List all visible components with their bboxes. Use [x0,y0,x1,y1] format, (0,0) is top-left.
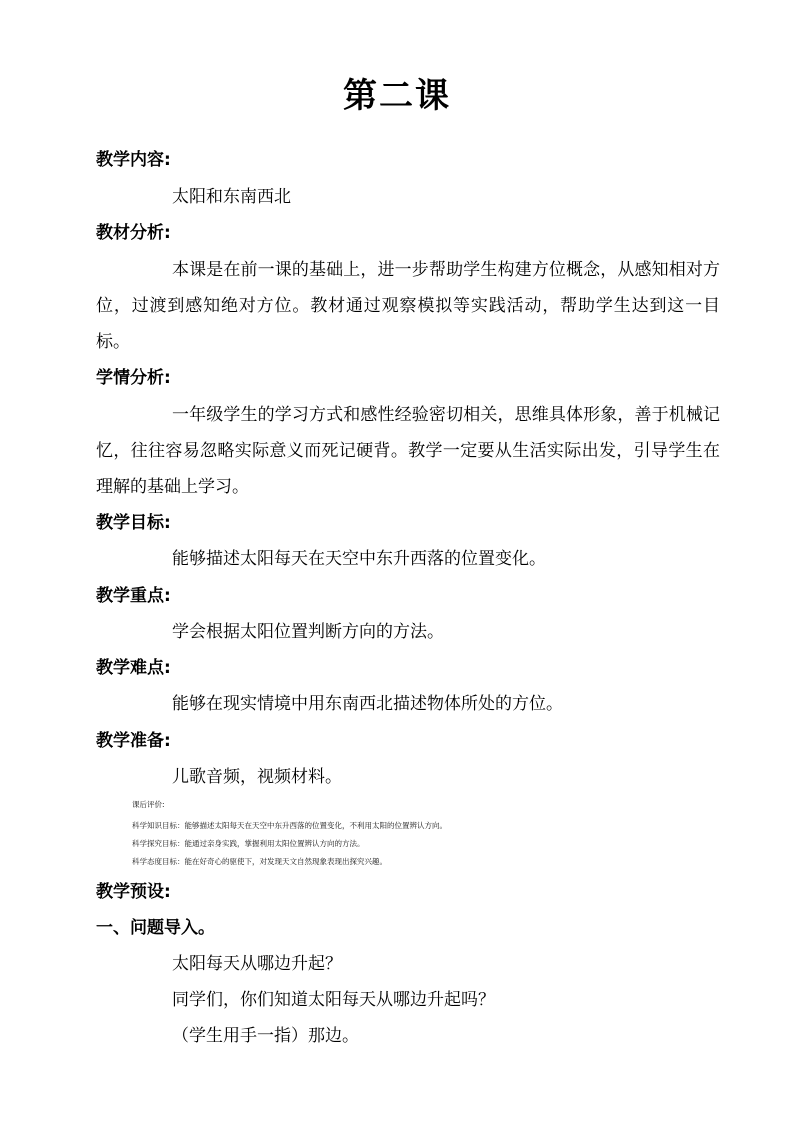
evaluation-item: 科学知识目标：能够描述太阳每天在天空中东升西落的位置变化，不利用太阳的位置辨认方向。 [132,821,447,830]
heading-goal: 教学目标: [96,513,171,533]
design-line: （学生用手一指）那边。 [172,1026,359,1046]
design-line: 太阳每天从哪边升起？ [172,954,342,974]
heading-students: 学情分析: [96,368,171,388]
design-line: 同学们，你们知道太阳每天从哪边升起吗？ [172,990,495,1010]
design-part-1: 一、问题导入。 [96,918,215,938]
evaluation-label: 课后评价: [132,800,165,809]
heading-prep: 教学准备: [96,731,171,751]
difficulty-text: 能够在现实情境中用东南西北描述物体所处的方位。 [172,694,563,714]
content-text: 太阳和东南西北 [172,187,291,207]
key-text: 学会根据太阳位置判断方向的方法。 [172,622,444,642]
goal-text: 能够描述太阳每天在天空中东升西落的位置变化。 [172,549,546,569]
prep-text: 儿歌音频，视频材料。 [172,767,342,787]
heading-key: 教学重点: [96,586,171,606]
students-paragraph: 一年级学生的学习方式和感性经验密切相关，思维具体形象，善于机械记忆，往往容易忽略实际意义而死记硬背。教学一定要从生活实际出发，引导学生在理解的基础上学习。 [96,405,720,497]
evaluation-item: 科学态度目标：能在好奇心的驱使下，对发现天文自然现象表现出探究兴趣。 [132,857,387,866]
heading-content: 教学内容: [96,150,171,170]
heading-material: 教材分析: [96,223,171,243]
heading-difficulty: 教学难点: [96,658,171,678]
evaluation-item: 科学探究目标：能通过亲身实践，掌握利用太阳位置辨认方向的方法。 [132,839,365,848]
material-paragraph: 本课是在前一课的基础上，进一步帮助学生构建方位概念，从感知相对方位，过渡到感知绝对方位。教材通过观察模拟等实践活动，帮助学生达到这一目标。 [96,260,720,352]
page-title: 第二课 [343,76,451,116]
heading-design: 教学预设: [96,882,171,902]
